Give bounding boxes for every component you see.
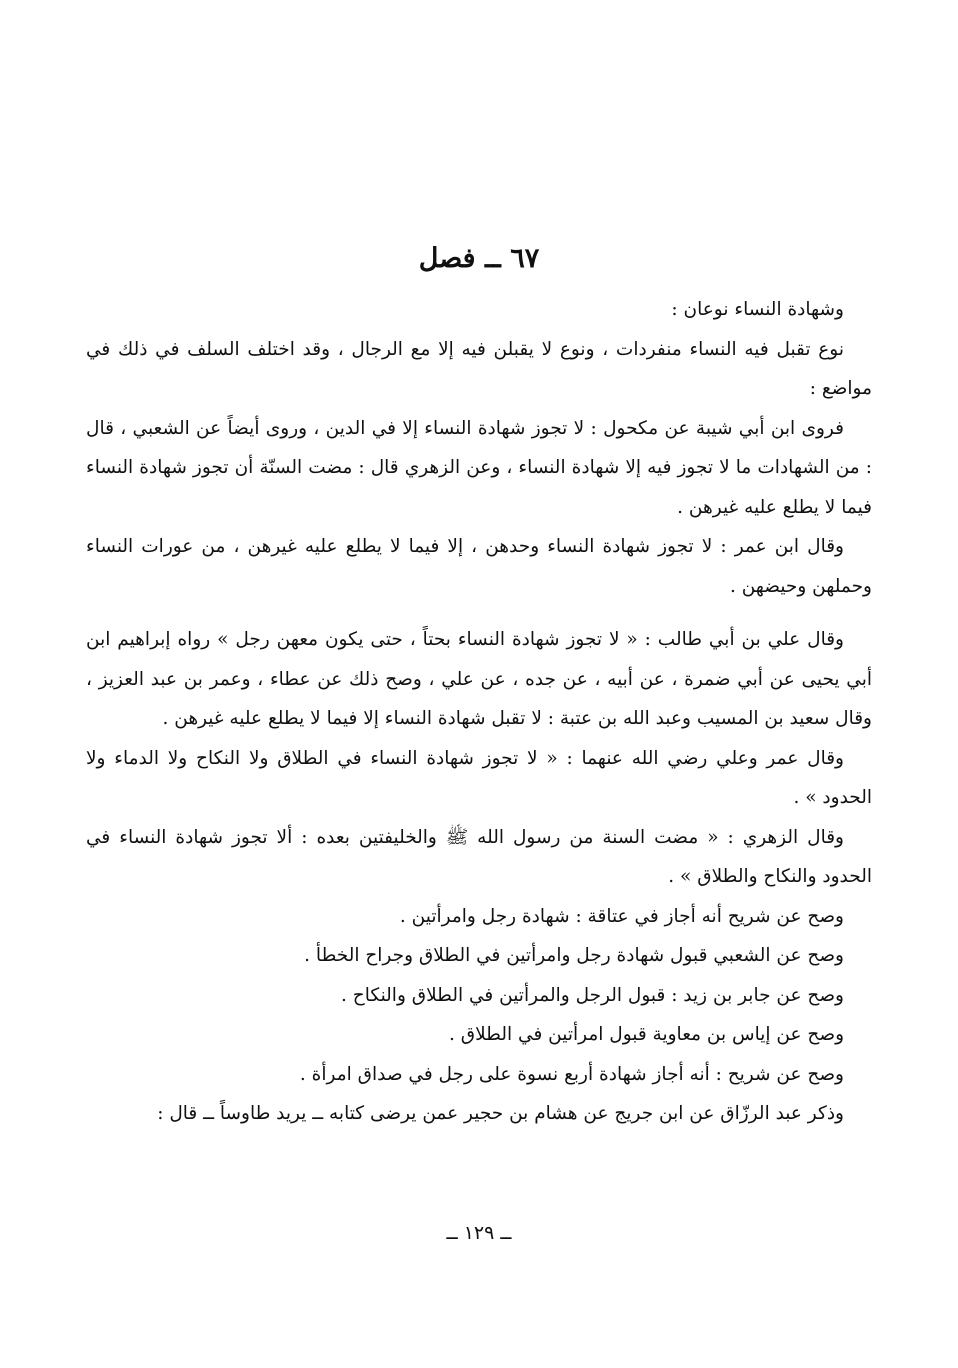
paragraph: فروى ابن أبي شيبة عن مكحول : لا تجوز شهادة النساء إلا في الدين ، وروى أيضاً عن الشعبي ، قال : من الشهادات ما لا تجوز فيه إلا شهادة النساء ، وعن الزهري قال : مضت السنّة أن تجوز شهادة النساء فيما لا يطلع عليه غيرهن . xyxy=(86,417,872,518)
paragraph: وذكر عبد الرزّاق عن ابن جريج عن هشام بن حجير عمن يرضى كتابه ــ يريد طاوساً ــ قال : xyxy=(157,1103,844,1124)
body-text xyxy=(86,290,872,1134)
paragraph: وصح عن شريح أنه أجاز في عتاقة : شهادة رجل وامرأتين . xyxy=(399,905,844,927)
chapter-title: ٦٧ ــ فصل xyxy=(418,243,540,274)
paragraph: وصح عن شريح : أنه أجاز شهادة أربع نسوة على رجل في صداق امرأة . xyxy=(299,1063,844,1085)
paragraph: وقال الزهري : « مضت السنة من رسول الله ﷺ والخليفتين بعده : ألا تجوز شهادة النساء في الحدود والنكاح والطلاق » . xyxy=(86,826,872,887)
paragraph: وقال علي بن أبي طالب : « لا تجوز شهادة النساء بحتاً ، حتى يكون معهن رجل » رواه إبراهيم ابن أبي يحيى عن أبي ضمرة ، عن أبيه ، عن جده ، عن علي ، وصح ذلك عن عطاء ، وعمر بن عبد العزيز ، وقال سعيد بن المسيب وعبد الله بن عتبة : لا تقبل شهادة النساء إلا فيما لا يطلع عليه غيرهن . xyxy=(86,629,872,729)
paragraph: وصح عن الشعبي قبول شهادة رجل وامرأتين في الطلاق وجراح الخطأ . xyxy=(304,945,844,966)
paragraph: وقال عمر وعلي رضي الله عنهما : « لا تجوز شهادة النساء في الطلاق ولا النكاح ولا الدماء ولا الحدود » . xyxy=(86,747,872,808)
paragraph: نوع تقبل فيه النساء منفردات ، ونوع لا يقبلن فيه إلا مع الرجال ، وقد اختلف السلف في ذلك في مواضع : xyxy=(86,338,872,399)
paragraph: وقال ابن عمر : لا تجوز شهادة النساء وحدهن ، إلا فيما لا يطلع عليه غيرهن ، من عورات النساء وحملهن وحيضهن . xyxy=(86,536,872,597)
paragraph: وصح عن إياس بن معاوية قبول امرأتين في الطلاق . xyxy=(449,1024,844,1045)
paragraph: وصح عن جابر بن زيد : قبول الرجل والمرأتين في الطلاق والنكاح . xyxy=(341,984,844,1006)
paragraph: وشهادة النساء نوعان : xyxy=(671,299,844,320)
page-number: ــ ١٢٩ ــ xyxy=(446,1222,512,1244)
